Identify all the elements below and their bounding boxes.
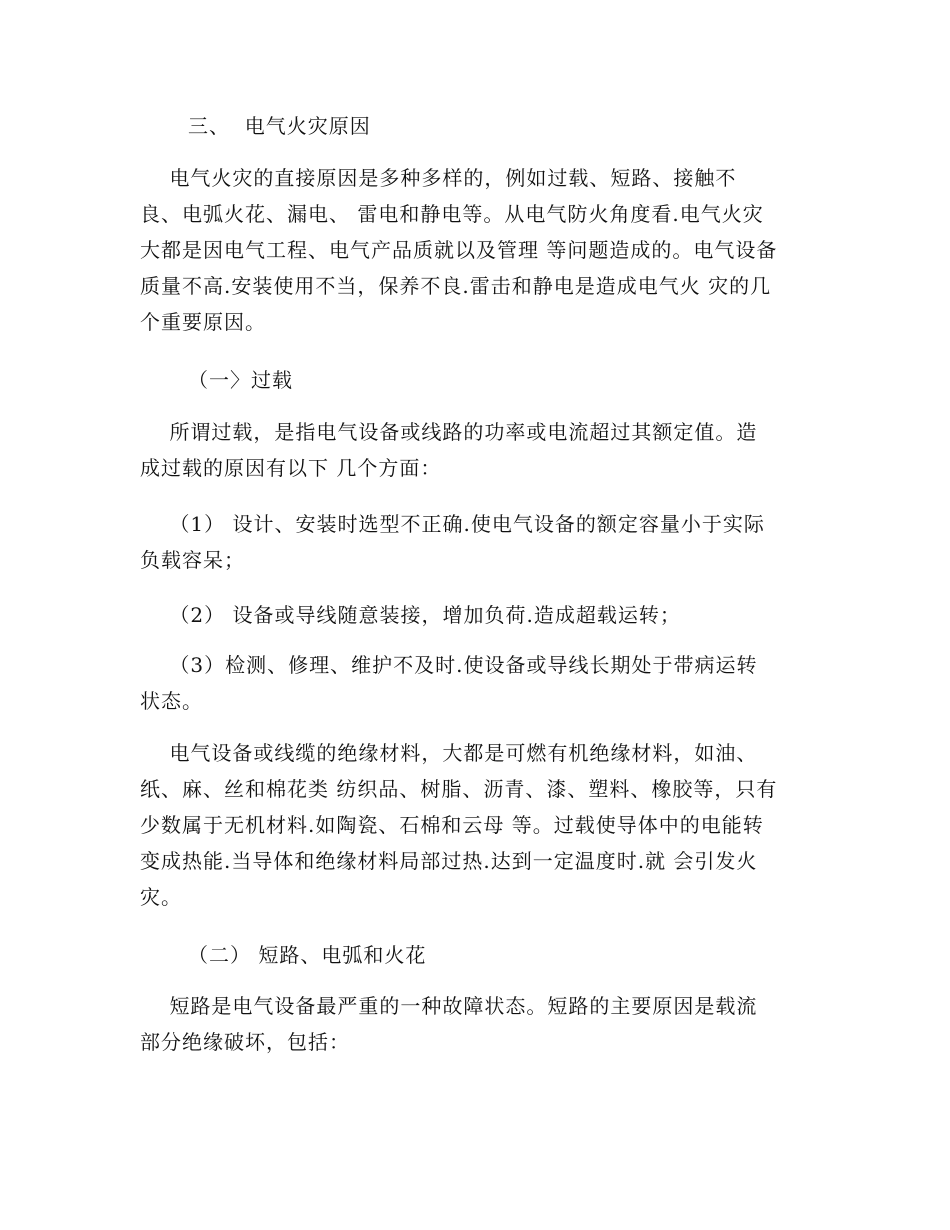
insulation-materials-paragraph: 电气设备或线缆的绝缘材料，大都是可燃有机绝缘材料，如油、 纸、麻、丝和棉花类 纺织品、树脂、沥青、漆、塑料、橡胶等，只有 少数属于无机材料.如陶瓷、石棉和云母 等。过载使导体中的电能转 变成热能.当导体和绝缘材料局部过热.达到一定温度时.就 会引发火 灾。 <box>140 741 778 909</box>
overload-cause-item-2: （2） 设备或导线随意装接，增加负荷.造成超载运转； <box>140 603 681 627</box>
section-title: 三、 电气火灾原因 <box>188 114 371 138</box>
overload-cause-item-1: （1） 设计、安装时选型不正确.使电气设备的额定容量小于实际 负载容呆； <box>140 512 765 572</box>
intro-paragraph: 电气火灾的直接原因是多种多样的，例如过载、短路、接触不 良、电弧火花、漏电、 雷电和静电等。从电气防火角度看.电气火灾 大都是因电气工程、电气产品质就以及管理 等问题造成的。电气设备 质量不高.安装使用不当，保养不良.雷击和静电是造成电气火 灾的几 个重要原因。 <box>140 166 778 334</box>
short-circuit-paragraph: 短路是电气设备最严重的一种故障状态。短路的主要原因是载流 部分绝缘破坏，包括： <box>140 994 758 1054</box>
subsection-title-overload: （一〉过载 <box>188 368 293 392</box>
overload-cause-item-3: （3）检测、修理、维护不及时.使设备或导线长期处于带病运转 状态。 <box>140 653 758 713</box>
subsection-title-short-circuit: （二） 短路、电弧和火花 <box>188 943 427 967</box>
overload-definition-paragraph: 所谓过载，是指电气设备或线路的功率或电流超过其额定值。造 成过载的原因有以下 几个方面： <box>140 420 758 480</box>
